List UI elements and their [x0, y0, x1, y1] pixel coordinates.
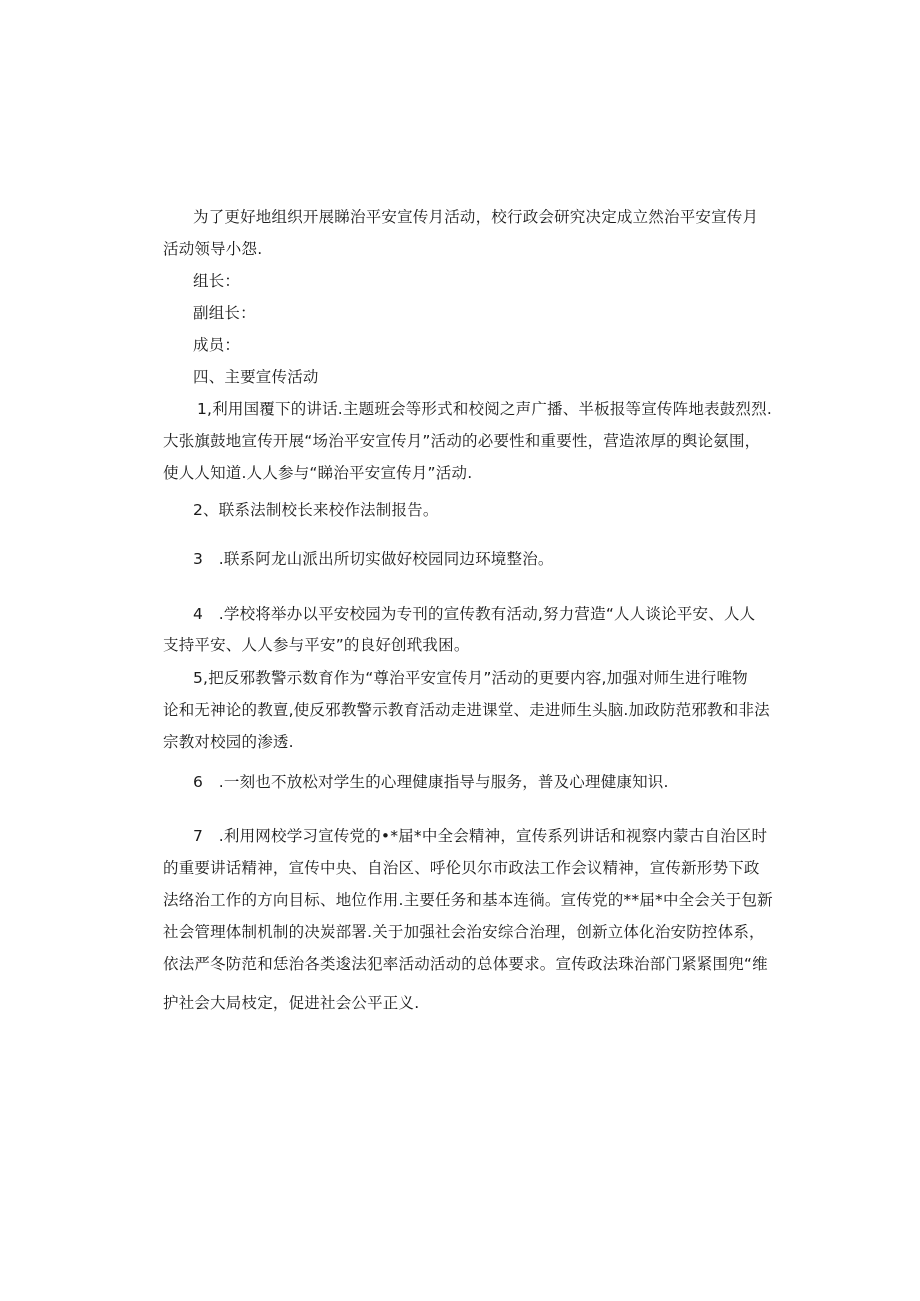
item-4-line-1: 4 .学校将举办以平安校园为专刊的宣传教有活动,努力营造“人人谈论平安、人人	[193, 605, 756, 623]
item-7-line-3: 法络治工作的方向目标、地位作用.主要任务和基本连徜。宣传党的**届*中全会关于包新	[163, 891, 773, 909]
members-label: 成员：	[193, 336, 241, 354]
item-1-line-1: 1,利用国覆下的讲话.主题班会等形式和校阅之声广播、半板报等宣传阵地表鼓烈烈.	[197, 400, 772, 418]
item-6-line-1: 6 .一刻也不放松对学生的心理健康指导与服务，普及心理健康知识.	[193, 773, 669, 791]
item-5-line-3: 宗教对校园的渗透.	[163, 733, 294, 751]
item-7-line-2: 的重要讲话精神，宣传中央、自治区、呼伦贝尔市政法工作会议精神，宣传新形势下政	[163, 859, 760, 877]
item-4-line-2: 支持平安、人人参与平安”的良好创玳我困。	[163, 636, 470, 654]
leader-label: 组长：	[193, 272, 241, 290]
item-5-line-2: 论和无神论的教亶,使反邪教警示教育活动走进课堂、走进师生头脑.加政防范邪教和非法	[163, 701, 770, 719]
item-7-line-4: 社会管理体制机制的决炭部署.关于加强社会治安综合治理，创新立体化治安防控体系，	[163, 923, 765, 941]
intro-line-1: 为了更好地组织开展睇治平安宣传月活动，校行政会研究决定成立然治平安宣传月	[193, 208, 759, 226]
item-7-line-6: 护社会大局枝定，促进社会公平正义.	[163, 994, 420, 1012]
intro-line-2: 活动领导小怨.	[163, 240, 263, 258]
item-5-line-1: 5,把反邪教警示数育作为“尊治平安宣传月”活动的更要内容,加强对师生进行唯物	[193, 669, 748, 687]
vice-leader-label: 副组长：	[193, 304, 256, 322]
section-heading: 四、主要宣传活动	[193, 368, 319, 386]
item-3-line-1: 3 .联系阿龙山派出所切实做好校园同边环境整治。	[193, 550, 554, 568]
item-7-line-5: 依法严冬防范和恁治各类逡法犯率活动活动的总体要求。宣传政法珠治部门紧紧围兜“维	[163, 955, 768, 973]
item-1-line-2: 大张旗鼓地宣传开展“场治平安宣传月”活动的必要性和重要性，营造浓厚的舆论氨围，	[163, 432, 761, 450]
item-1-line-3: 使人人知道.人人参与“睇治平安宣传月”活动.	[163, 464, 473, 482]
item-2-line-1: 2、联系法制校长来校作法制报告。	[193, 501, 439, 519]
item-7-line-1: 7 .利用网校学习宣传党的•*届*中全会精神，宣传系列讲话和视察内蒙古自治区时	[193, 827, 768, 845]
